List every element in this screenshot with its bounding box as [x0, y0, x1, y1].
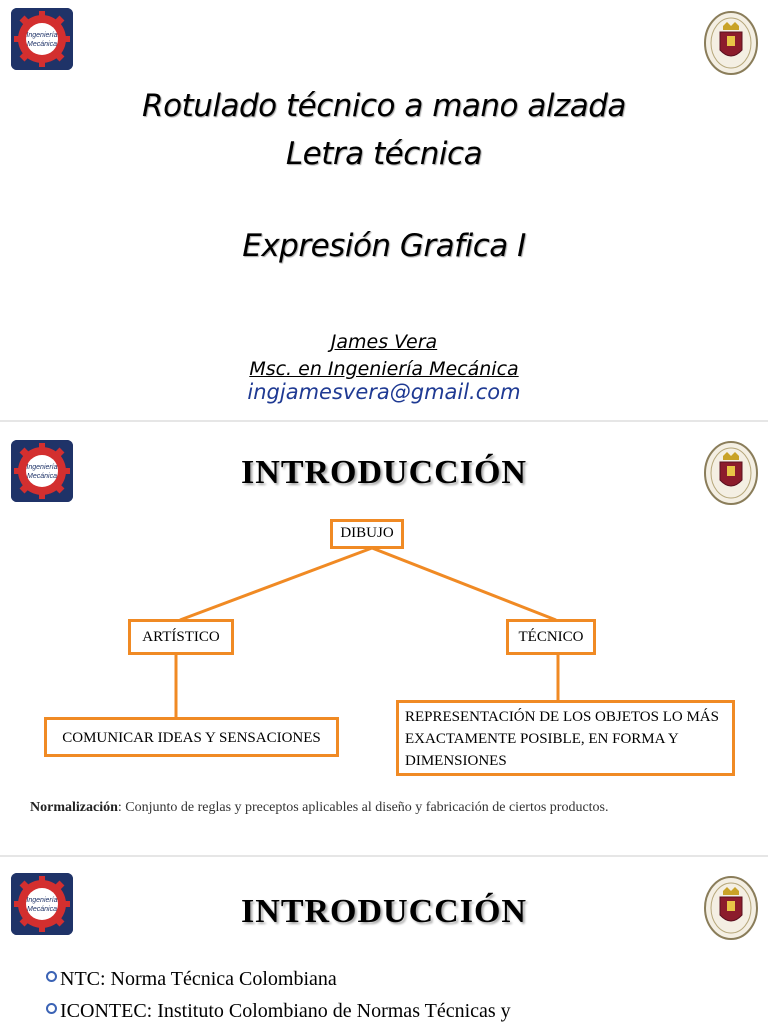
svg-text:Ingeniería: Ingeniería: [26, 32, 58, 39]
leaf-label: REPRESENTACIÓN DE LOS OBJETOS LO MÁS EXACTAMENTE POSIBLE, EN FORMA Y DIMENSIONES: [405, 709, 719, 769]
slide-title: INTRODUCCIÓN: [241, 893, 527, 930]
bullet-ring-icon: [46, 971, 57, 982]
slide-title-line-2: Letra técnica: [285, 136, 483, 172]
author-name: James Vera: [330, 331, 438, 353]
diagram-node-dibujo: [330, 519, 404, 549]
node-label: ARTÍSTICO: [142, 629, 220, 645]
connector-root-left: [180, 548, 372, 620]
mechanical-engineering-logo: [11, 8, 73, 70]
node-label: TÉCNICO: [518, 629, 584, 645]
diagram-leaf-artistico: [44, 717, 339, 757]
author-email[interactable]: ingjamesvera@gmail.com: [247, 380, 521, 404]
university-seal-logo: [703, 10, 759, 76]
bullet-ring-icon: [46, 1003, 57, 1014]
svg-text:Mecánica: Mecánica: [27, 473, 57, 480]
connector-root-right: [372, 548, 556, 620]
author-degree: Msc. en Ingeniería Mecánica: [249, 358, 519, 380]
slide-title: INTRODUCCIÓN: [241, 454, 527, 491]
svg-text:Mecánica: Mecánica: [27, 906, 57, 913]
slide-3: [0, 855, 768, 1024]
node-label: DIBUJO: [340, 525, 394, 541]
bullet-text: ICONTEC: Instituto Colombiano de Normas Técnicas y: [60, 1000, 511, 1022]
svg-text:Mecánica: Mecánica: [27, 41, 57, 48]
slide-1: [0, 0, 768, 420]
definition-text: : Conjunto de reglas y preceptos aplicables al diseño y fabricación de ciertos productos.: [117, 800, 609, 815]
diagram-connectors: [0, 420, 768, 855]
leaf-label: COMUNICAR IDEAS Y SENSACIONES: [62, 730, 321, 746]
svg-text:Ingeniería: Ingeniería: [26, 464, 58, 471]
bullet-item: [46, 1000, 746, 1023]
bullet-item: [46, 968, 746, 991]
definition-paragraph: [30, 798, 740, 818]
svg-text:Ingeniería: Ingeniería: [26, 897, 58, 904]
definition-term: Normalización: [30, 800, 118, 815]
slide-2: [0, 420, 768, 855]
course-subtitle: Expresión Grafica I: [242, 228, 526, 264]
bullet-text: NTC: Norma Técnica Colombiana: [60, 968, 337, 990]
diagram-node-artistico: [128, 619, 234, 655]
diagram-node-tecnico: [506, 619, 596, 655]
diagram-leaf-tecnico: [396, 700, 735, 776]
slide-title-line-1: Rotulado técnico a mano alzada: [142, 88, 626, 124]
